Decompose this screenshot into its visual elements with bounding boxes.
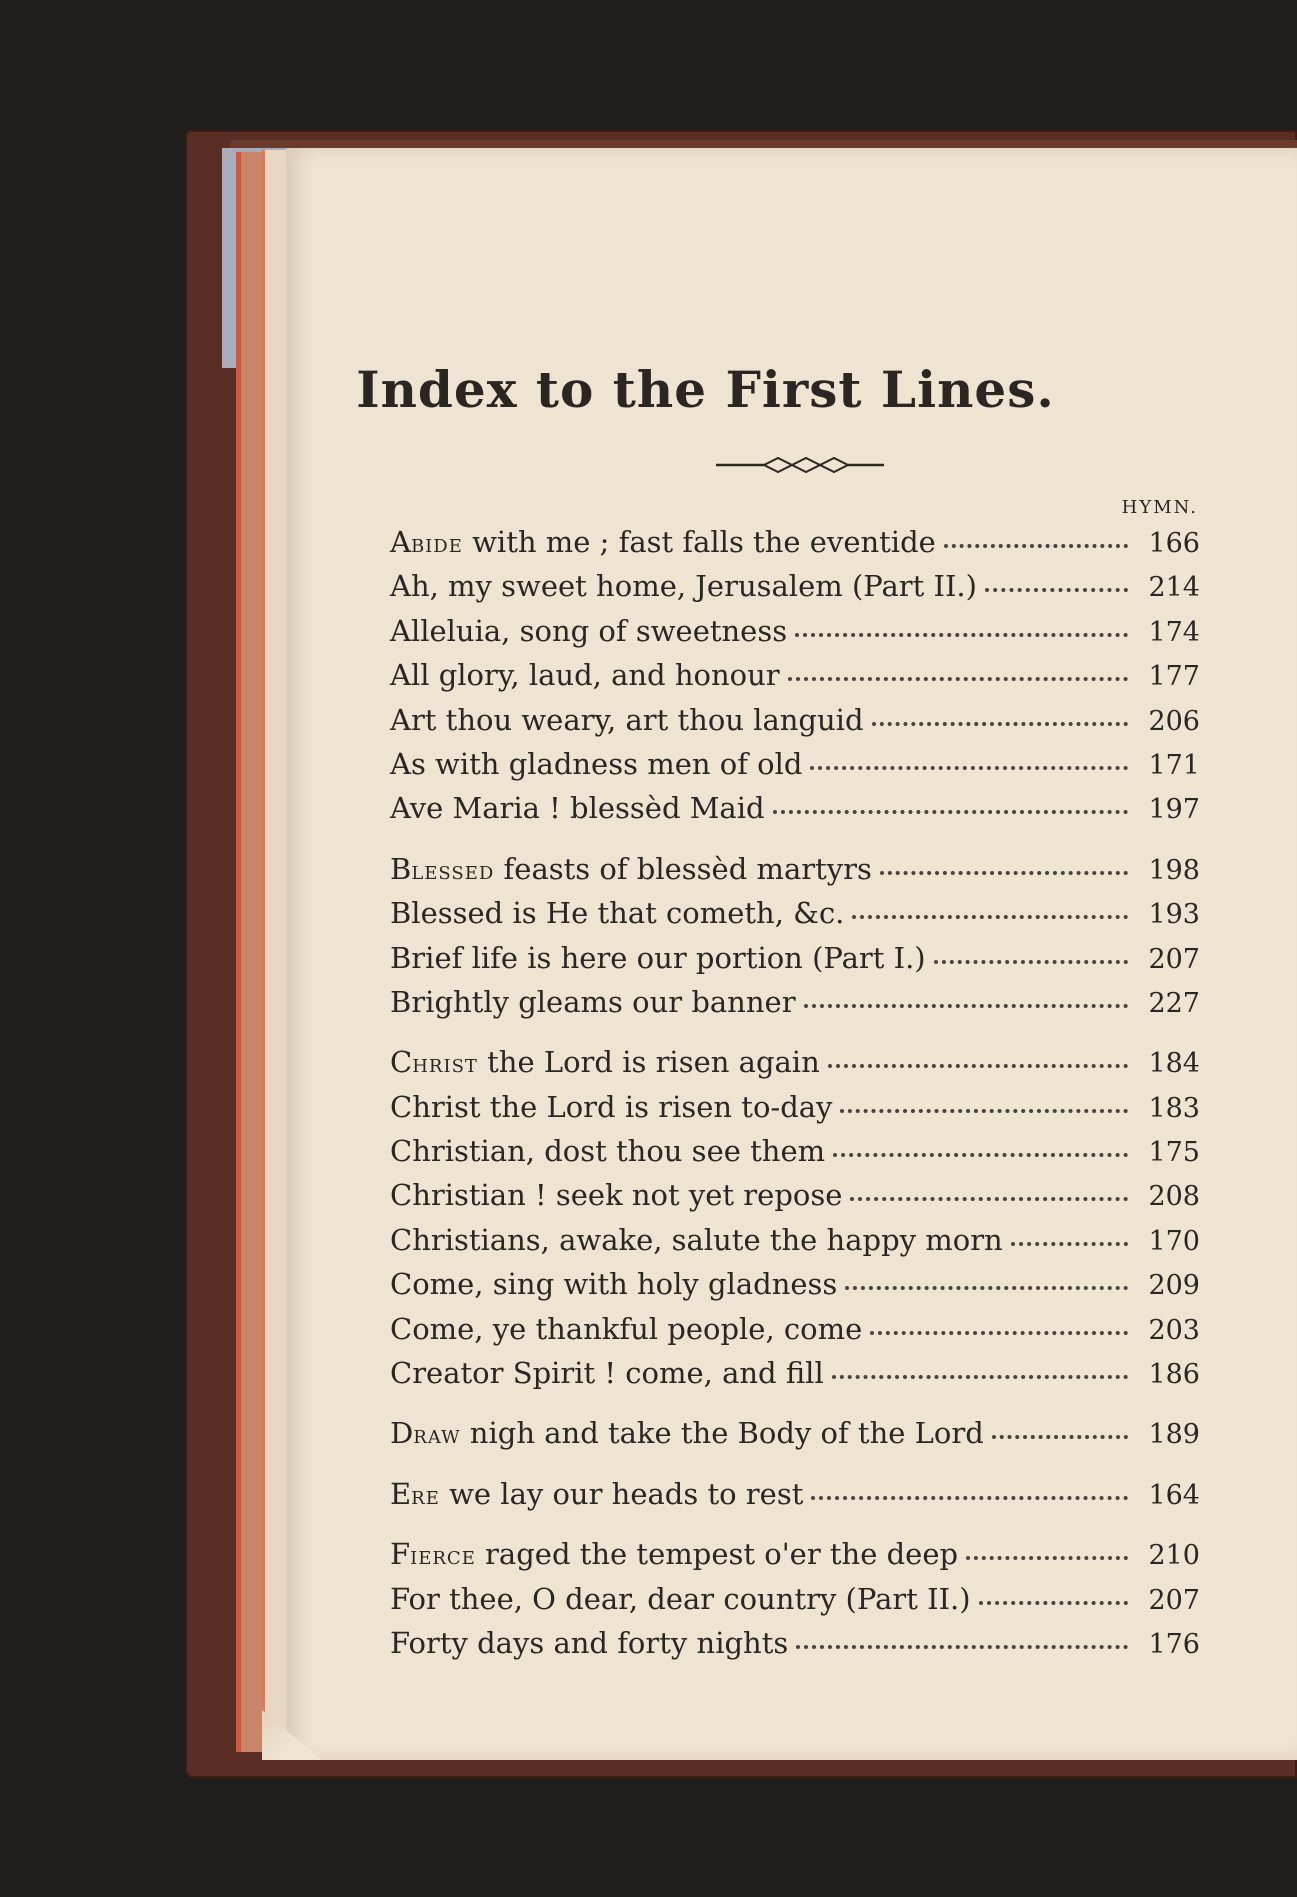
dot-leader <box>1011 1222 1128 1246</box>
index-entry <box>390 891 1200 935</box>
dot-leader <box>880 851 1128 875</box>
index-entry <box>390 698 1200 742</box>
hymn-number: 227 <box>1148 987 1200 1019</box>
line-text: For thee, O dear, dear country (Part II.) <box>390 1581 971 1616</box>
hymn-number: 214 <box>1148 572 1200 604</box>
hymn-number: 174 <box>1148 616 1200 648</box>
letter-group <box>390 847 1200 1025</box>
first-line-text <box>390 742 802 786</box>
line-text: Christians, awake, salute the happy morn <box>390 1222 1003 1257</box>
index-entry <box>390 1129 1200 1173</box>
initial-capital: D <box>390 1416 414 1451</box>
dot-leader <box>850 1177 1128 1201</box>
line-text: Christian, dost thou see them <box>390 1134 826 1169</box>
hymn-number: 184 <box>1148 1048 1200 1080</box>
initial-capital: A <box>390 525 411 559</box>
small-caps-word: re <box>411 1480 440 1511</box>
dot-leader <box>804 984 1128 1008</box>
first-line-text <box>390 1472 803 1518</box>
letter-group <box>390 1411 1200 1455</box>
first-line-text <box>390 1621 788 1665</box>
first-line-text <box>390 1532 958 1578</box>
hymn-number: 208 <box>1148 1181 1200 1213</box>
line-text: Ah, my sweet home, Jerusalem (Part II.) <box>390 569 977 604</box>
hymn-number: 189 <box>1148 1419 1200 1451</box>
page-title: Index to the First Lines. <box>356 360 1055 419</box>
index-entry <box>390 1577 1200 1621</box>
index-entry <box>390 1621 1200 1665</box>
index-entry <box>390 847 1200 891</box>
dot-leader <box>773 790 1128 814</box>
first-line-text <box>390 1040 820 1086</box>
dot-leader <box>852 895 1128 919</box>
first-line-text <box>390 1411 984 1457</box>
first-lines-index <box>390 496 1200 1681</box>
line-text: Creator Spirit ! come, and fill <box>390 1356 824 1391</box>
index-entry <box>390 742 1200 786</box>
hymn-number: 176 <box>1148 1628 1200 1660</box>
dot-leader <box>810 746 1128 770</box>
line-text: Blessed is He that cometh, &c. <box>390 896 845 931</box>
index-entry <box>390 1262 1200 1306</box>
hymn-number: 197 <box>1148 794 1200 826</box>
hymn-number: 186 <box>1148 1359 1200 1391</box>
index-entry <box>390 564 1200 608</box>
line-text: Come, sing with holy gladness <box>390 1267 838 1302</box>
line-text: the Lord is risen again <box>477 1045 820 1080</box>
hymn-number: 209 <box>1148 1270 1200 1302</box>
index-entry <box>390 1307 1200 1351</box>
hymn-column-header: HYMN. <box>1121 497 1198 518</box>
hymn-number: 207 <box>1148 1584 1200 1616</box>
hymn-number: 193 <box>1148 899 1200 931</box>
first-line-text <box>390 891 844 935</box>
initial-capital: F <box>390 1537 411 1572</box>
index-entry <box>390 1351 1200 1395</box>
first-line-text <box>390 936 926 980</box>
line-text: with me ; fast falls the eventide <box>462 525 936 559</box>
first-line-text <box>390 1351 824 1395</box>
hymn-number: 171 <box>1148 749 1200 781</box>
first-line-text <box>390 1262 837 1306</box>
first-line-text <box>390 980 796 1024</box>
line-text: Christ the Lord is risen to-day <box>390 1089 833 1124</box>
hymn-number: 164 <box>1148 1479 1200 1511</box>
first-line-text <box>390 653 780 697</box>
hymn-number: 177 <box>1148 661 1200 693</box>
small-caps-word: raw <box>413 1420 461 1451</box>
dot-leader <box>833 1133 1128 1157</box>
line-text: Come, ye thankful people, come <box>390 1311 863 1346</box>
first-line-text <box>390 847 872 893</box>
line-text: Christian ! seek not yet repose <box>390 1178 843 1213</box>
first-line-text <box>390 564 977 608</box>
initial-capital: B <box>390 851 412 886</box>
hymn-number: 166 <box>1148 528 1200 559</box>
letter-group <box>390 1472 1200 1516</box>
line-text: Forty days and forty nights <box>390 1625 789 1660</box>
index-entry <box>390 1411 1200 1455</box>
dot-leader <box>872 702 1128 726</box>
line-text: Art thou weary, art thou languid <box>390 702 864 737</box>
line-text: nigh and take the Body of the Lord <box>460 1416 984 1451</box>
first-line-text <box>390 609 787 653</box>
hymn-number: 198 <box>1148 854 1200 886</box>
hymn-number: 206 <box>1148 705 1200 737</box>
letter-group <box>390 1532 1200 1665</box>
first-line-text <box>390 1129 825 1173</box>
first-line-text <box>390 1307 862 1351</box>
dot-leader <box>840 1089 1128 1113</box>
index-entry <box>390 1472 1200 1516</box>
dot-leader <box>811 1476 1128 1500</box>
letter-group <box>390 520 1200 831</box>
index-groups <box>390 520 1200 1665</box>
hymn-number: 207 <box>1148 943 1200 975</box>
dot-leader <box>796 1625 1128 1649</box>
index-entry <box>390 653 1200 697</box>
dot-leader <box>832 1355 1128 1379</box>
line-text: we lay our heads to rest <box>439 1476 804 1511</box>
dot-leader <box>992 1415 1128 1439</box>
index-entry <box>390 936 1200 980</box>
dot-leader <box>828 1044 1128 1068</box>
first-line-text <box>390 786 765 830</box>
small-caps-word: lessed <box>411 855 495 886</box>
line-text: Ave Maria ! blessèd Maid <box>390 791 765 826</box>
hymn-number: 183 <box>1148 1092 1200 1124</box>
hymn-number: 203 <box>1148 1314 1200 1346</box>
line-text: Alleluia, song of sweetness <box>390 613 788 648</box>
line-text: All glory, laud, and honour <box>390 658 780 693</box>
index-entry <box>390 786 1200 830</box>
index-entry <box>390 980 1200 1024</box>
dot-leader <box>944 524 1128 548</box>
dot-leader <box>979 1581 1128 1605</box>
index-entry <box>390 1040 1200 1084</box>
initial-capital: C <box>390 1045 413 1080</box>
dot-leader <box>966 1536 1128 1560</box>
line-text: raged the tempest o'er the deep <box>475 1537 959 1572</box>
dot-leader <box>934 940 1128 964</box>
index-entry <box>390 1173 1200 1217</box>
line-text: Brightly gleams our banner <box>390 984 796 1019</box>
hymn-number: 175 <box>1148 1137 1200 1169</box>
dot-leader <box>788 657 1128 681</box>
first-line-text <box>390 1173 842 1217</box>
dot-leader <box>795 613 1128 637</box>
line-text: Brief life is here our portion (Part I.) <box>390 940 926 975</box>
dot-leader <box>985 568 1128 592</box>
letter-group <box>390 1040 1200 1395</box>
first-line-text <box>390 1218 1003 1262</box>
dot-leader <box>845 1266 1128 1290</box>
first-line-text <box>390 698 864 742</box>
first-line-text <box>390 520 936 566</box>
hymn-number: 170 <box>1148 1225 1200 1257</box>
small-caps-word: hrist <box>412 1049 478 1080</box>
line-text: feasts of blessèd martyrs <box>494 851 872 886</box>
ornament-divider-icon <box>716 452 884 478</box>
small-caps-word: ierce <box>410 1541 476 1572</box>
initial-capital: E <box>390 1476 412 1511</box>
index-entry <box>390 1085 1200 1129</box>
index-entry <box>390 609 1200 653</box>
hymn-number: 210 <box>1148 1540 1200 1572</box>
index-entry <box>390 520 1200 564</box>
first-line-text <box>390 1577 971 1621</box>
first-line-text <box>390 1085 832 1129</box>
dot-leader <box>870 1311 1128 1335</box>
index-entry <box>390 1532 1200 1576</box>
index-entry <box>390 1218 1200 1262</box>
small-caps-word: bide <box>410 529 463 559</box>
line-text: As with gladness men of old <box>390 746 803 781</box>
